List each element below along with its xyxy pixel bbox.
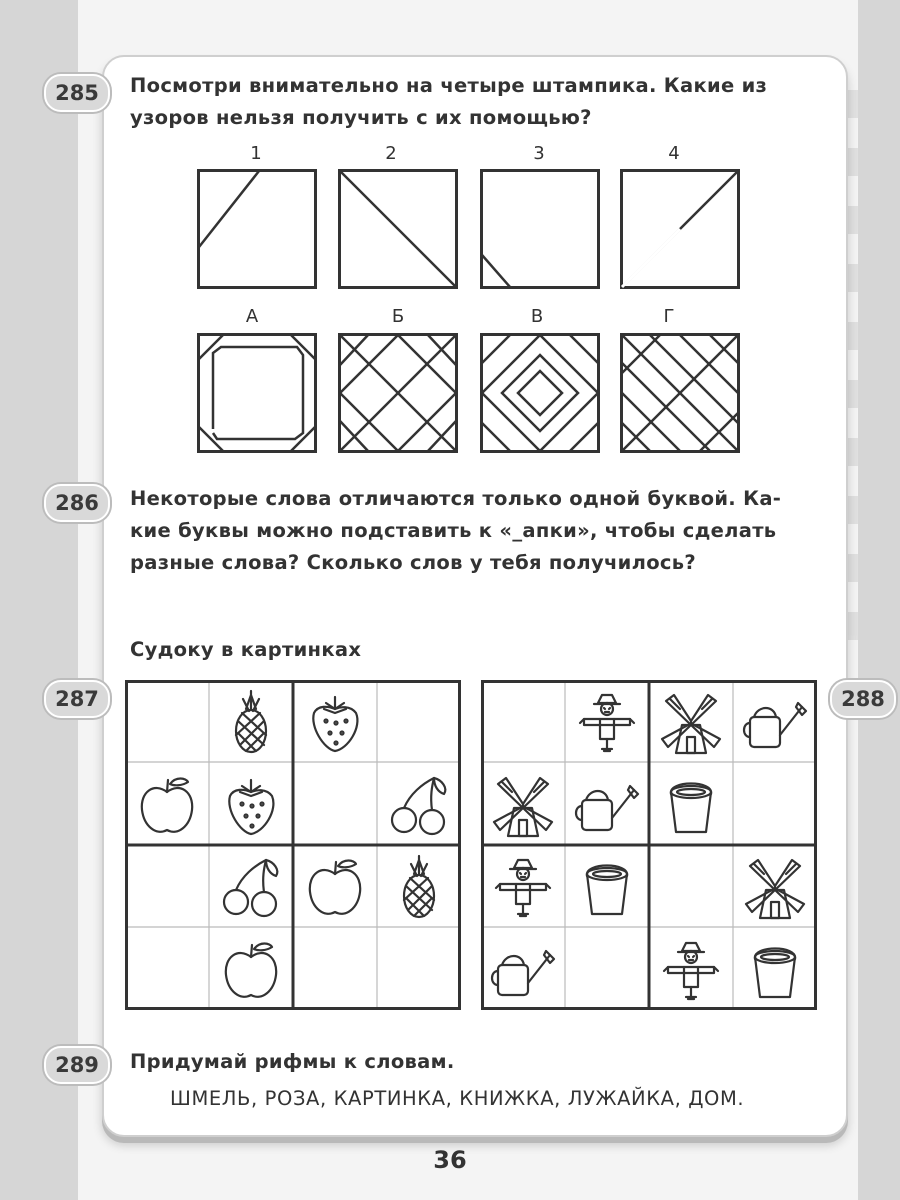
rhyme-words: ШМЕЛЬ, РОЗА, КАРТИНКА, КНИЖКА, ЛУЖАЙКА, ДОМ. [170, 1087, 745, 1110]
task-number-289: 289 [44, 1046, 110, 1084]
pattern-v [480, 333, 600, 453]
pattern-label-b: Б [391, 306, 405, 327]
stamp-1 [197, 169, 317, 289]
sudoku-title: Судоку в картинках [130, 638, 362, 661]
task-286-line2: кие буквы можно подставить к «_апки», чтобы сделать [130, 519, 777, 542]
page-number: 36 [433, 1146, 467, 1174]
task-number-286: 286 [44, 484, 110, 522]
stamp-label-4: 4 [668, 143, 680, 164]
task-286-line3: разные слова? Сколько слов у тебя получилось? [130, 551, 696, 574]
bucket-icon [740, 935, 810, 1005]
pattern-label-v: В [530, 306, 544, 327]
windmill-icon [656, 687, 726, 757]
task-285-line2: узоров нельзя получить с их помощью? [130, 106, 592, 129]
bucket-icon [656, 770, 726, 840]
watering-can-icon [488, 935, 558, 1005]
sudoku-objects-icons [481, 680, 817, 1010]
stamp-3 [480, 169, 600, 289]
task-285-line1: Посмотри внимательно на четыре штампика. Какие из [130, 74, 768, 97]
scarecrow-icon [656, 935, 726, 1005]
sudoku-fruits-icons [125, 680, 461, 1010]
pattern-label-a: А [245, 306, 259, 327]
windmill-icon [488, 770, 558, 840]
task-289-line1: Придумай рифмы к словам. [130, 1050, 455, 1073]
task-number-285: 285 [44, 74, 110, 112]
task-number-287: 287 [44, 680, 110, 718]
stamp-4 [620, 169, 740, 289]
task-286-line1: Некоторые слова отличаются только одной буквой. Ка- [130, 487, 782, 510]
stamp-label-2: 2 [385, 143, 397, 164]
pattern-a [197, 333, 317, 453]
task-number-288: 288 [830, 680, 896, 718]
stamp-label-1: 1 [250, 143, 262, 164]
windmill-icon [740, 852, 810, 922]
bucket-icon [572, 852, 642, 922]
pineapple-icon [384, 852, 454, 922]
cherry-icon [216, 852, 286, 922]
strawberry-icon [216, 770, 286, 840]
watering-can-icon [740, 687, 810, 757]
pineapple-icon [216, 687, 286, 757]
apple-icon [300, 852, 370, 922]
apple-icon [216, 935, 286, 1005]
scarecrow-icon [572, 687, 642, 757]
cherry-icon [384, 770, 454, 840]
pattern-b [338, 333, 458, 453]
pattern-label-g: Г [663, 306, 675, 327]
apple-icon [132, 770, 202, 840]
stamp-label-3: 3 [533, 143, 545, 164]
stamp-2 [338, 169, 458, 289]
watering-can-icon [572, 770, 642, 840]
strawberry-icon [300, 687, 370, 757]
pattern-g [620, 333, 740, 453]
scarecrow-icon [488, 852, 558, 922]
